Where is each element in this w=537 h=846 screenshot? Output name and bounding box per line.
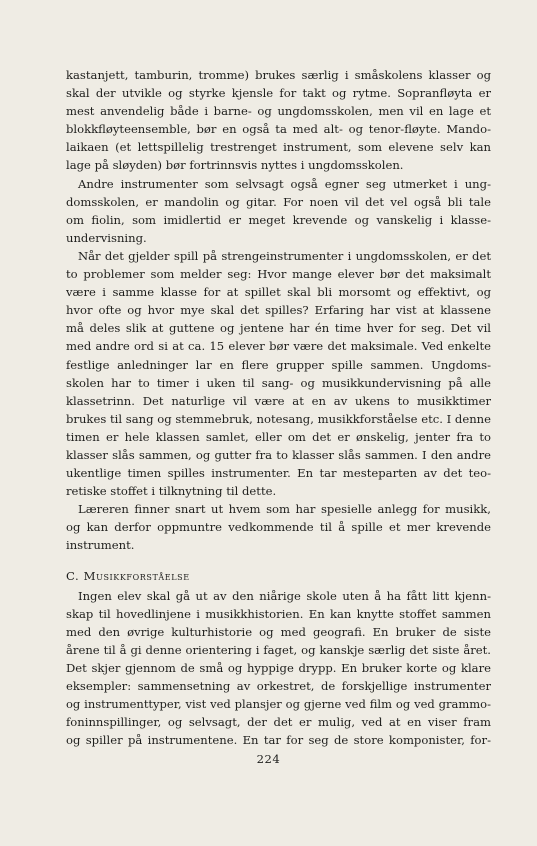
text-line: foninnspillinger, og selvsagt, der det er mulig, ved at en viser fram <box>66 715 491 730</box>
text-line: og kan derfor oppmuntre vedkommende til å spille et mer krevende <box>66 520 491 535</box>
paragraph-1 <box>66 66 491 175</box>
text-line: klassetrinn. Det naturlige vil være at en av ukens to musikktimer <box>66 393 491 408</box>
text-line: domsskolen, er mandolin og gitar. For noen vil det vel også bli tale <box>66 194 491 209</box>
text-line: årene til å gi denne orientering i faget, og kanskje særlig det siste året. <box>66 642 491 657</box>
text-line: om fiolin, som imidlertid er meget krevende og vanskelig i klasse- <box>66 212 491 227</box>
paragraph-4 <box>66 500 491 554</box>
text-line: med den øvrige kulturhistorie og med geografi. En bruker de siste <box>66 624 491 639</box>
text-line: og spiller på instrumentene. En tar for seg de store komponister, for- <box>66 733 491 748</box>
text-line: må deles slik at guttene og jentene har én time hver for seg. Det vil <box>66 321 491 336</box>
text-line: instrument. <box>66 538 135 553</box>
text-line: hvor ofte og hvor mye skal det spilles? Erfaring har vist at klassene <box>66 303 491 318</box>
text-line: kastanjett, tamburin, tromme) brukes særlig i småskolens klasser og <box>66 68 491 82</box>
paragraph-2 <box>66 175 491 247</box>
text-line: skap til hovedlinjene i musikkhistorien. En kan knytte stoffet sammen <box>66 606 491 621</box>
section-heading: C. Musikkforståelse <box>66 568 190 583</box>
text-line: blokkfløyteensemble, bør en også ta med alt- og tenor-fløyte. Mando- <box>66 122 491 137</box>
text-line: undervisning. <box>66 230 147 245</box>
text-line: mest anvendelig både i barne- og ungdomsskolen, men vil en lage et <box>66 104 491 119</box>
text-line: retiske stoffet i tilknytning til dette. <box>66 484 277 499</box>
body-text <box>66 66 491 749</box>
page-number: 224 <box>256 752 281 766</box>
text-line: brukes til sang og stemmebruk, notesang, musikkforståelse etc. I denne <box>66 411 491 426</box>
text-line: lage på sløyden) bør fortrinnsvis nyttes i ungdomsskolen. <box>66 158 404 173</box>
text-line: timen er hele klassen samlet, eller om det er ønskelig, jenter fra to <box>66 429 491 444</box>
text-line: klasser slås sammen, og gutter fra to klasser slås sammen. I den andre <box>66 447 491 462</box>
text-line: Når det gjelder spill på strengeinstrumenter i ungdomsskolen, er det <box>78 248 491 263</box>
text-line: Læreren finner snart ut hvem som har spesielle anlegg for musikk, <box>78 502 491 517</box>
text-line: være i samme klasse for at spillet skal bli morsomt og effektivt, og <box>66 285 491 300</box>
paragraph-3 <box>66 247 491 500</box>
text-line: eksempler: sammensetning av orkestret, de forskjellige instrumenter <box>66 679 491 694</box>
text-line: skolen har to timer i uken til sang- og musikkundervisning på alle <box>66 375 491 390</box>
text-line: festlige anledninger lar en flere grupper spille sammen. Ungdoms- <box>66 357 491 372</box>
text-line: Det skjer gjennom de små og hyppige drypp. En bruker korte og klare <box>66 661 491 675</box>
text-line: ukentlige timen spilles instrumenter. En tar mesteparten av det teo- <box>66 466 491 481</box>
text-line: med andre ord si at ca. 15 elever bør være det maksimale. Ved enkelte <box>66 339 491 354</box>
paragraph-5 <box>66 587 491 750</box>
text-line: skal der utvikle og styrke kjensle for takt og rytme. Sopranfløyta er <box>66 86 491 101</box>
text-line: og instrumenttyper, vist ved plansjer og gjerne ved film og ved grammo- <box>66 697 491 712</box>
text-line: Andre instrumenter som selvsagt også egner seg utmerket i ung- <box>78 176 491 191</box>
text-line: laikaen (et lettspillelig trestrenget instrument, som elevene selv kan <box>66 140 491 155</box>
text-line: Ingen elev skal gå ut av den niårige skole uten å ha fått litt kjenn- <box>78 588 491 603</box>
text-line: to problemer som melder seg: Hvor mange elever bør det maksimalt <box>66 267 491 282</box>
